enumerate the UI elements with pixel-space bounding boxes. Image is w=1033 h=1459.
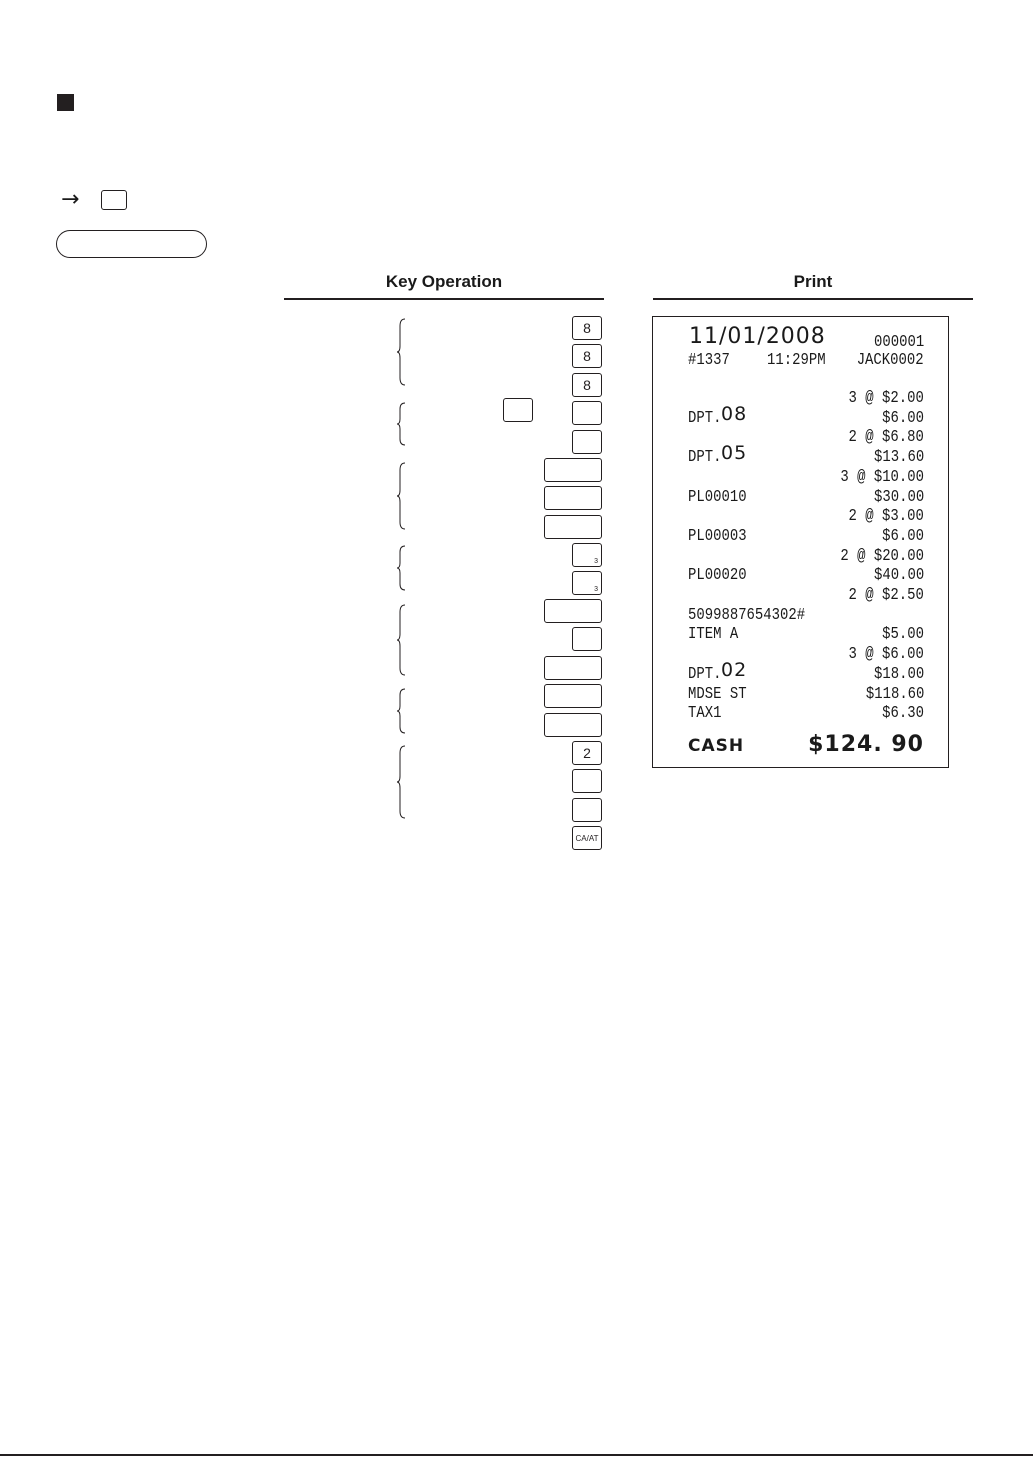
- brace-group-2: [396, 402, 408, 446]
- receipt-line-dept-number: 05: [721, 442, 748, 465]
- key-8[interactable]: 8: [572, 373, 602, 397]
- receipt-line-label: DPT.: [688, 448, 722, 468]
- brace-group-5: [396, 604, 408, 676]
- receipt-line-amount: 3 @ $10.00: [840, 467, 924, 487]
- receipt-line-label: 5099887654302#: [688, 605, 806, 625]
- receipt-line-amount: $6.30: [882, 704, 924, 724]
- receipt-line-amount: 3 @ $2.00: [848, 389, 924, 408]
- receipt-cash-label: CASH: [688, 736, 745, 756]
- receipt-time: 11:29PM: [767, 351, 826, 370]
- key-operation-rule: [284, 298, 604, 300]
- key-blank[interactable]: [572, 430, 602, 454]
- receipt-line-amount: $13.60: [873, 448, 924, 468]
- receipt: [652, 316, 949, 768]
- section-bullet-icon: [57, 94, 74, 111]
- key-blank[interactable]: [572, 627, 602, 651]
- receipt-line-dept-number: 02: [721, 658, 748, 681]
- receipt-line-label: ITEM A: [688, 625, 739, 645]
- arrow-right-icon: →: [61, 187, 80, 212]
- receipt-cash-amount: $124. 90: [808, 732, 924, 757]
- receipt-line-label: PL00010: [688, 487, 747, 507]
- key-blank[interactable]: [572, 798, 602, 822]
- receipt-clerk: JACK0002: [857, 351, 924, 370]
- page-bottom-rule: [0, 1454, 1033, 1456]
- key-blank[interactable]: [503, 398, 533, 422]
- receipt-line-amount: $30.00: [873, 487, 924, 507]
- mode-label-pill: [56, 230, 207, 258]
- brace-group-4: [396, 545, 408, 591]
- receipt-line-label: MDSE ST: [688, 684, 747, 704]
- receipt-line-label: PL00020: [688, 566, 747, 586]
- key-wide[interactable]: [544, 599, 602, 623]
- receipt-machine-number: #1337: [688, 351, 730, 370]
- key-blank[interactable]: [572, 769, 602, 793]
- receipt-line-label: DPT.: [688, 408, 722, 428]
- key-2[interactable]: 2: [572, 741, 602, 765]
- receipt-line-amount: $6.00: [882, 408, 924, 428]
- key-dept-3[interactable]: 3: [572, 543, 602, 567]
- print-rule: [653, 298, 973, 300]
- receipt-line-label: PL00003: [688, 526, 747, 546]
- key-wide[interactable]: [544, 515, 602, 539]
- receipt-line-amount: $6.00: [882, 526, 924, 546]
- key-wide[interactable]: [544, 458, 602, 482]
- receipt-line-amount: 2 @ $3.00: [848, 507, 924, 527]
- key-dept-3[interactable]: 3: [572, 571, 602, 595]
- receipt-line-amount: $118.60: [865, 684, 924, 704]
- receipt-line-amount: $5.00: [882, 625, 924, 645]
- brace-group-6: [396, 688, 408, 734]
- receipt-line-amount: 2 @ $20.00: [840, 546, 924, 566]
- key-wide[interactable]: [544, 684, 602, 708]
- receipt-line-label: DPT.: [688, 664, 722, 684]
- brace-group-3: [396, 462, 408, 530]
- print-heading: Print: [793, 272, 833, 291]
- receipt-date: 11/01/2008: [689, 324, 826, 349]
- receipt-line-amount: 3 @ $6.00: [848, 645, 924, 665]
- receipt-line-dept-number: 08: [721, 402, 748, 425]
- key-blank[interactable]: [572, 401, 602, 425]
- receipt-consecutive-number: 000001: [873, 333, 924, 352]
- key-8[interactable]: 8: [572, 344, 602, 368]
- receipt-line-amount: 2 @ $6.80: [848, 428, 924, 448]
- receipt-line-amount: $40.00: [873, 566, 924, 586]
- key-wide[interactable]: [544, 713, 602, 737]
- brace-group-1: [396, 318, 408, 386]
- key-8[interactable]: 8: [572, 316, 602, 340]
- brace-group-7: [396, 745, 408, 819]
- receipt-line-amount: 2 @ $2.50: [848, 586, 924, 605]
- receipt-line-label: TAX1: [688, 704, 722, 724]
- key-ca-at[interactable]: CA/AT: [572, 826, 602, 850]
- key-operation-heading: Key Operation: [385, 272, 503, 291]
- mode-key-icon: [101, 190, 127, 210]
- key-wide[interactable]: [544, 486, 602, 510]
- key-wide[interactable]: [544, 656, 602, 680]
- receipt-line-amount: $18.00: [873, 664, 924, 684]
